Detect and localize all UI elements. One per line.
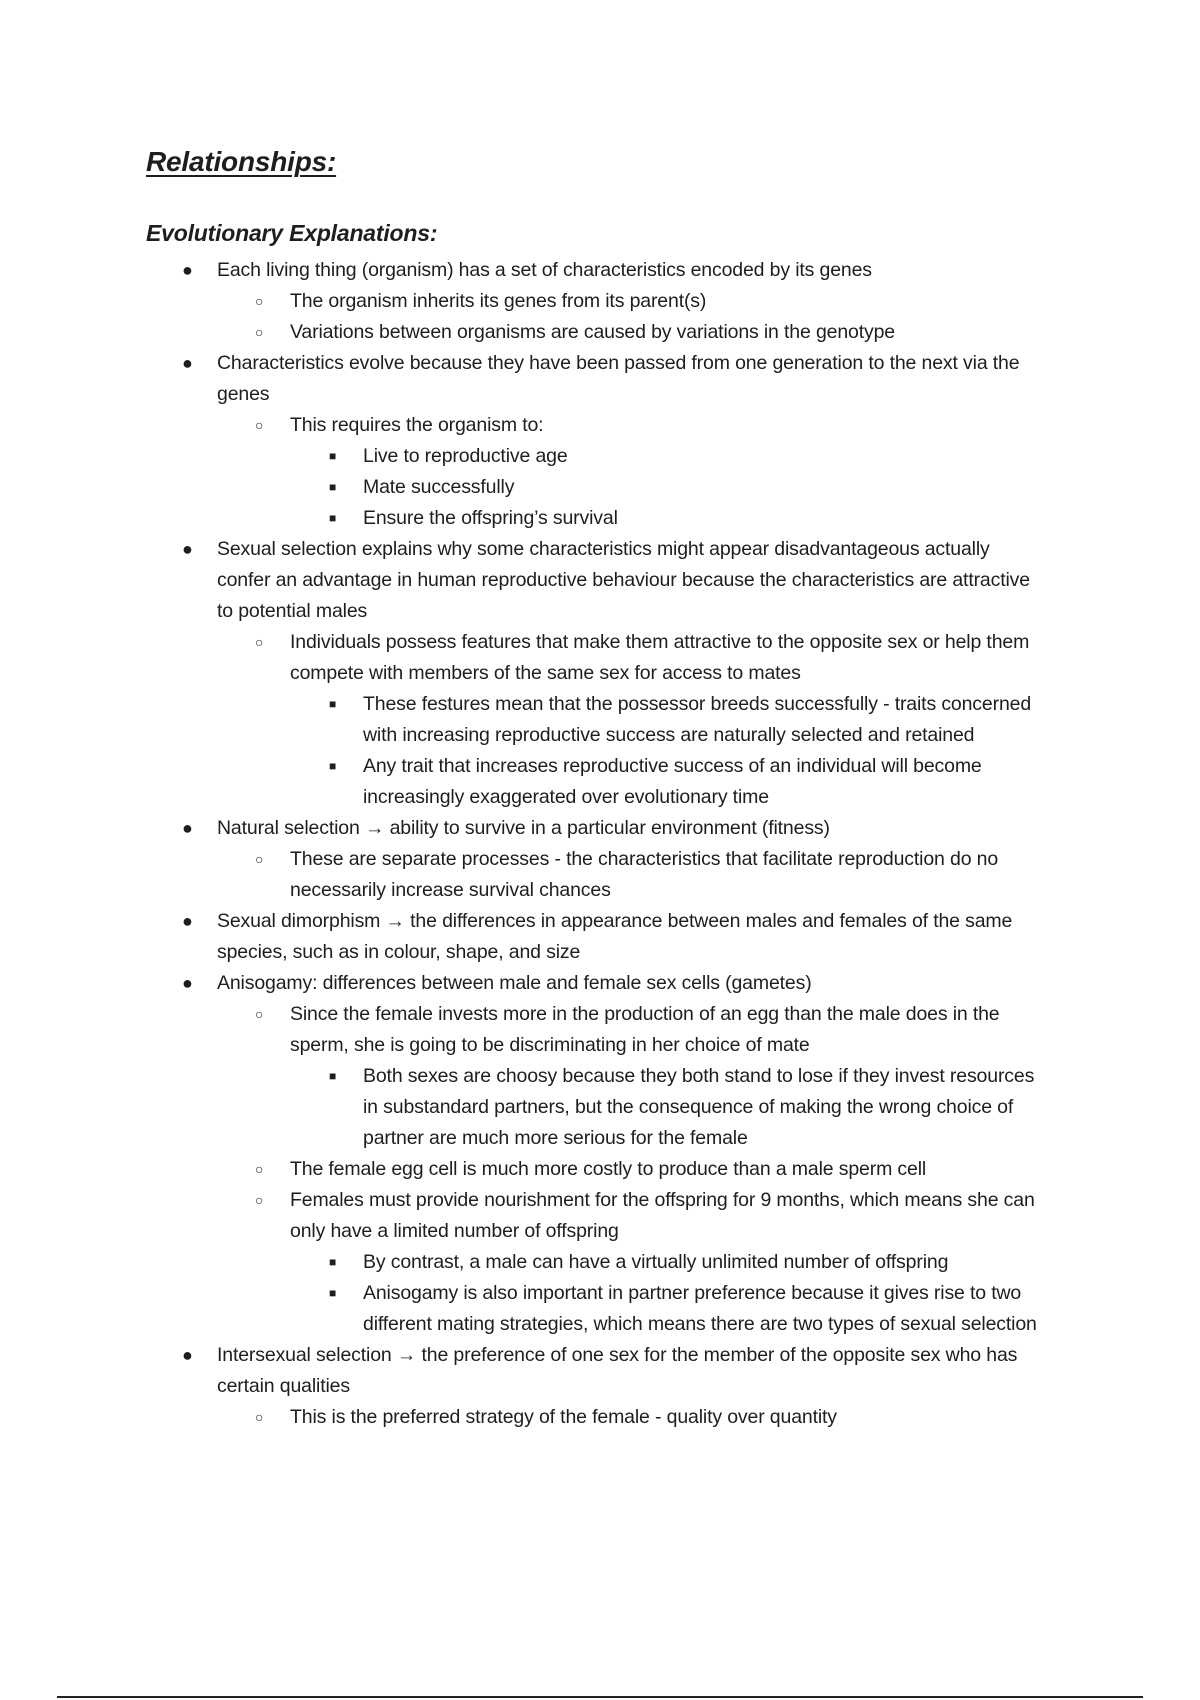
note-item-level-2: [0, 1185, 1052, 1247]
note-text: This requires the organism to:: [290, 414, 544, 436]
note-item-level-2: [0, 317, 1052, 348]
note-text: The organism inherits its genes from its parent(s): [290, 290, 707, 312]
square-bullet-icon: ■: [329, 449, 337, 463]
page-bottom-divider: [57, 1696, 1143, 1698]
note-text: Characteristics evolve because they have been passed from one generation to the next via the genes: [217, 352, 1020, 405]
square-bullet-icon: ■: [329, 697, 337, 711]
note-text: Sexual dimorphism → the differences in appearance between males and females of the same species, such as in colour, shape, and size: [217, 910, 1013, 963]
note-item-level-1: [0, 534, 1037, 627]
note-text: These are separate processes - the characteristics that facilitate reproduction do no necessarily increase survival chances: [290, 848, 999, 901]
note-text: By contrast, a male can have a virtually unlimited number of offspring: [363, 1251, 949, 1273]
note-item-level-2: [0, 410, 1052, 441]
note-text: Variations between organisms are caused by variations in the genotype: [290, 321, 895, 343]
note-item-level-2: [0, 844, 1052, 906]
note-item-level-3: [0, 1247, 1053, 1278]
hollow-circle-bullet-icon: ○: [255, 851, 264, 867]
square-bullet-icon: ■: [329, 1069, 337, 1083]
note-text: Each living thing (organism) has a set of characteristics encoded by its genes: [217, 259, 872, 281]
note-text: Ensure the offspring’s survival: [363, 507, 618, 529]
square-bullet-icon: ■: [329, 511, 337, 525]
note-text: Intersexual selection → the preference of one sex for the member of the opposite sex who has certain qualities: [217, 1344, 1018, 1397]
hollow-circle-bullet-icon: ○: [255, 1409, 264, 1425]
section-heading: Evolutionary Explanations:: [146, 220, 438, 246]
note-text: Females must provide nourishment for the offspring for 9 months, which means she can only have a limited number of offspring: [290, 1189, 1035, 1242]
note-text: Natural selection → ability to survive in a particular environment (fitness): [217, 817, 830, 839]
filled-circle-bullet-icon: ●: [182, 1345, 193, 1365]
note-text: The female egg cell is much more costly to produce than a male sperm cell: [290, 1158, 927, 1180]
note-text: Since the female invests more in the production of an egg than the male does in the sperm, she is going to be discriminating in her choice of mate: [290, 1003, 1000, 1056]
note-item-level-1: [0, 255, 1037, 286]
hollow-circle-bullet-icon: ○: [255, 634, 264, 650]
note-text: This is the preferred strategy of the female - quality over quantity: [290, 1406, 837, 1428]
square-bullet-icon: ■: [329, 480, 337, 494]
note-item-level-1: [0, 348, 1037, 410]
note-item-level-1: [0, 813, 1037, 844]
note-item-level-3: [0, 472, 1053, 503]
filled-circle-bullet-icon: ●: [182, 539, 193, 559]
note-item-level-2: [0, 627, 1052, 689]
notes-list: [0, 255, 1200, 1433]
document-title: Relationships:: [146, 146, 337, 177]
square-bullet-icon: ■: [329, 1255, 337, 1269]
note-text: Mate successfully: [363, 476, 515, 498]
note-item-level-3: [0, 503, 1053, 534]
filled-circle-bullet-icon: ●: [182, 353, 193, 373]
filled-circle-bullet-icon: ●: [182, 911, 193, 931]
note-text: Sexual selection explains why some characteristics might appear disadvantageous actually confer an advantage in human reproductive behaviour because the characteristics are attractive to potential males: [217, 538, 1030, 622]
hollow-circle-bullet-icon: ○: [255, 1161, 264, 1177]
note-item-level-2: [0, 1154, 1052, 1185]
square-bullet-icon: ■: [329, 1286, 337, 1300]
hollow-circle-bullet-icon: ○: [255, 1192, 264, 1208]
note-item-level-3: [0, 1061, 1053, 1154]
note-item-level-1: [0, 1340, 1037, 1402]
hollow-circle-bullet-icon: ○: [255, 293, 264, 309]
note-item-level-1: [0, 968, 1037, 999]
square-bullet-icon: ■: [329, 759, 337, 773]
filled-circle-bullet-icon: ●: [182, 260, 193, 280]
note-text: Anisogamy is also important in partner preference because it gives rise to two different mating strategies, which means there are two types of sexual selection: [363, 1282, 1037, 1335]
note-item-level-3: [0, 441, 1053, 472]
note-item-level-3: [0, 751, 1053, 813]
note-item-level-2: [0, 286, 1052, 317]
note-item-level-2: [0, 1402, 1052, 1433]
filled-circle-bullet-icon: ●: [182, 818, 193, 838]
note-text: Anisogamy: differences between male and female sex cells (gametes): [217, 972, 812, 994]
note-item-level-1: [0, 906, 1037, 968]
hollow-circle-bullet-icon: ○: [255, 1006, 264, 1022]
note-item-level-3: [0, 1278, 1053, 1340]
note-text: Individuals possess features that make them attractive to the opposite sex or help them compete with members of the same sex for access to mates: [290, 631, 1030, 684]
note-item-level-3: [0, 689, 1053, 751]
filled-circle-bullet-icon: ●: [182, 973, 193, 993]
note-text: These festures mean that the possessor breeds successfully - traits concerned with increasing reproductive success are naturally selected and retained: [363, 693, 1032, 746]
note-text: Live to reproductive age: [363, 445, 568, 467]
hollow-circle-bullet-icon: ○: [255, 417, 264, 433]
note-text: Both sexes are choosy because they both stand to lose if they invest resources in substandard partners, but the consequence of making the wrong choice of partner are much more serious for the female: [363, 1065, 1035, 1149]
note-item-level-2: [0, 999, 1052, 1061]
hollow-circle-bullet-icon: ○: [255, 324, 264, 340]
note-text: Any trait that increases reproductive success of an individual will become increasingly exaggerated over evolutionary time: [363, 755, 982, 808]
